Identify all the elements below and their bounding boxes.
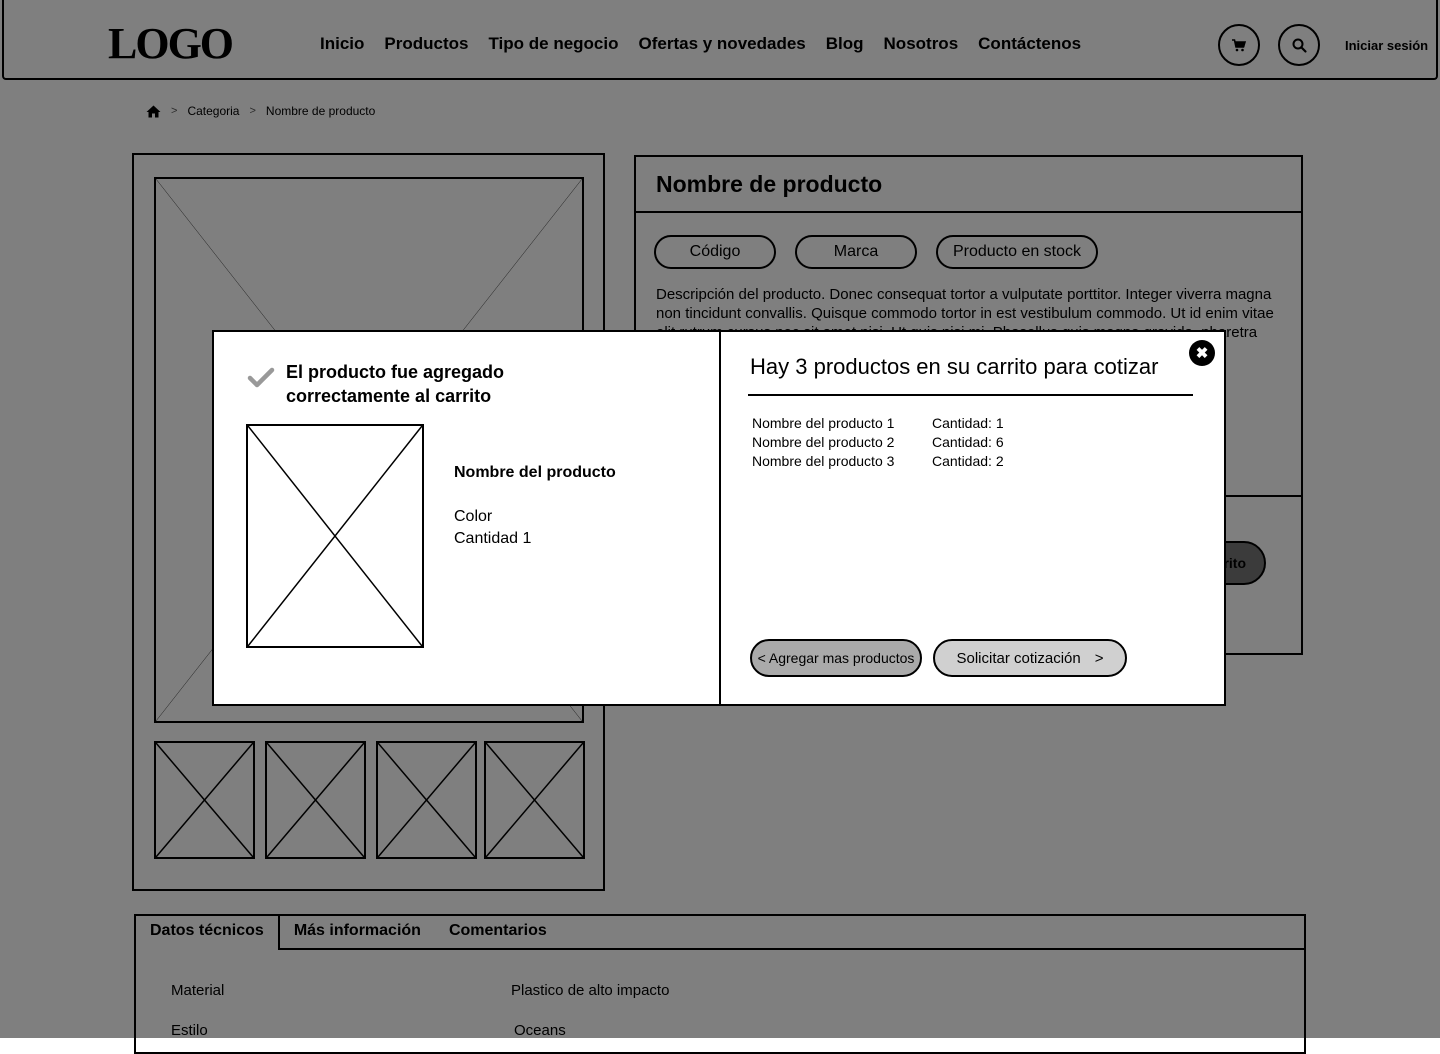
added-to-cart-modal bbox=[212, 330, 1226, 706]
close-button[interactable] bbox=[1189, 340, 1215, 366]
cart-item-qty: Cantidad: 6 bbox=[932, 434, 1004, 450]
cart-items-list bbox=[752, 414, 1004, 471]
success-message: El producto fue agregado correctamente al carrito bbox=[286, 362, 505, 406]
add-more-products-button[interactable]: < Agregar mas productos bbox=[750, 639, 922, 677]
modal-product-name: Nombre del producto bbox=[454, 464, 616, 481]
close-icon: ✖ bbox=[1195, 345, 1209, 362]
cart-item-name: Nombre del producto 3 bbox=[752, 453, 895, 469]
request-quote-label: Solicitar cotización bbox=[956, 649, 1081, 667]
chevron-right-icon: > bbox=[1094, 649, 1104, 667]
cart-summary-rule bbox=[748, 394, 1193, 396]
modal-divider bbox=[719, 332, 721, 704]
list-item bbox=[752, 433, 1004, 452]
cart-item-name: Nombre del producto 2 bbox=[752, 434, 895, 450]
list-item bbox=[752, 452, 1004, 471]
check-icon bbox=[246, 362, 276, 392]
list-item bbox=[752, 414, 1004, 433]
cart-item-qty: Cantidad: 1 bbox=[932, 415, 1004, 431]
modal-product-image bbox=[246, 424, 424, 648]
modal-product-color: Color bbox=[454, 508, 493, 525]
cart-item-qty: Cantidad: 2 bbox=[932, 453, 1004, 469]
cart-item-name: Nombre del producto 1 bbox=[752, 415, 895, 431]
request-quote-button[interactable] bbox=[933, 639, 1127, 677]
cart-summary-title: Hay 3 productos en su carrito para cotizar bbox=[750, 354, 1159, 379]
modal-product-quantity: Cantidad 1 bbox=[454, 530, 532, 547]
